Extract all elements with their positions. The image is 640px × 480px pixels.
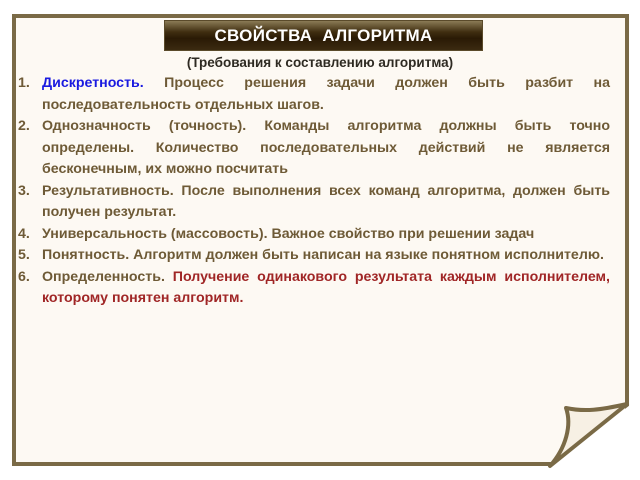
item-term: Дискретность. bbox=[42, 75, 144, 91]
list-item bbox=[18, 224, 610, 246]
item-number: 4. bbox=[18, 225, 30, 242]
item-text: Понятность. Алгоритм должен быть написан на языке понятном исполнителю. bbox=[42, 247, 604, 263]
properties-list bbox=[18, 73, 610, 310]
list-item bbox=[18, 73, 610, 116]
item-number: 6. bbox=[18, 268, 30, 285]
page-title: СВОЙСТВА АЛГОРИТМА bbox=[164, 20, 483, 51]
item-text: Процесс решения задачи должен быть разбит на последовательность отдельных шагов. bbox=[42, 75, 610, 113]
list-item bbox=[18, 116, 610, 181]
item-text: Получение одинакового результата каждым исполнителем, которому понятен алгоритм. bbox=[42, 268, 610, 306]
list-item bbox=[18, 245, 610, 267]
list-item bbox=[18, 267, 610, 310]
subtitle: (Требования к составлению алгоритма) bbox=[186, 55, 454, 70]
item-term: Определенность. bbox=[42, 268, 165, 285]
item-text: Результативность. После выполнения всех команд алгоритма, должен быть получен результат. bbox=[42, 182, 610, 220]
list-item bbox=[18, 181, 610, 224]
item-text: Однозначность (точность). Команды алгоритма должны быть точно определены. Количество последовательных действий не является бесконечным, их можно посчитать bbox=[42, 118, 610, 177]
item-number: 5. bbox=[18, 247, 30, 263]
item-number: 2. bbox=[18, 118, 30, 134]
item-number: 3. bbox=[18, 182, 30, 199]
item-number: 1. bbox=[18, 75, 30, 91]
item-text: Универсальность (массовость). Важное свойство при решении задач bbox=[42, 225, 535, 242]
